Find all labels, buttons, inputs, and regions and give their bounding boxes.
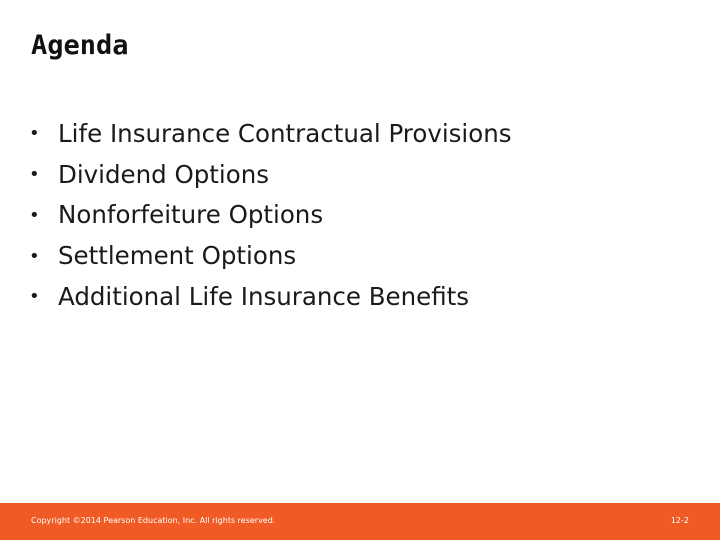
- agenda-item: [29, 154, 512, 195]
- agenda-item: [29, 276, 512, 317]
- bullet-icon: •: [29, 245, 40, 267]
- agenda-item: [29, 195, 512, 236]
- agenda-item: [29, 113, 512, 154]
- page-number: 12-2: [670, 516, 689, 525]
- agenda-item-label: Settlement Options: [58, 241, 297, 271]
- slide-title: Agenda: [31, 30, 129, 61]
- bullet-icon: •: [29, 204, 40, 226]
- bullet-icon: •: [29, 123, 40, 145]
- bullet-icon: •: [29, 286, 40, 308]
- footer-bar: [0, 503, 720, 540]
- bullet-icon: •: [29, 164, 40, 186]
- agenda-item-label: Nonforfeiture Options: [58, 200, 324, 230]
- agenda-list: [29, 113, 512, 317]
- agenda-item-label: Dividend Options: [58, 159, 270, 189]
- agenda-item: [29, 235, 512, 276]
- copyright-notice: Copyright ©2014 Pearson Education, Inc. All rights reserved.: [31, 516, 276, 525]
- agenda-item-label: Additional Life Insurance Benefits: [58, 281, 469, 311]
- agenda-item-label: Life Insurance Contractual Provisions: [58, 118, 512, 148]
